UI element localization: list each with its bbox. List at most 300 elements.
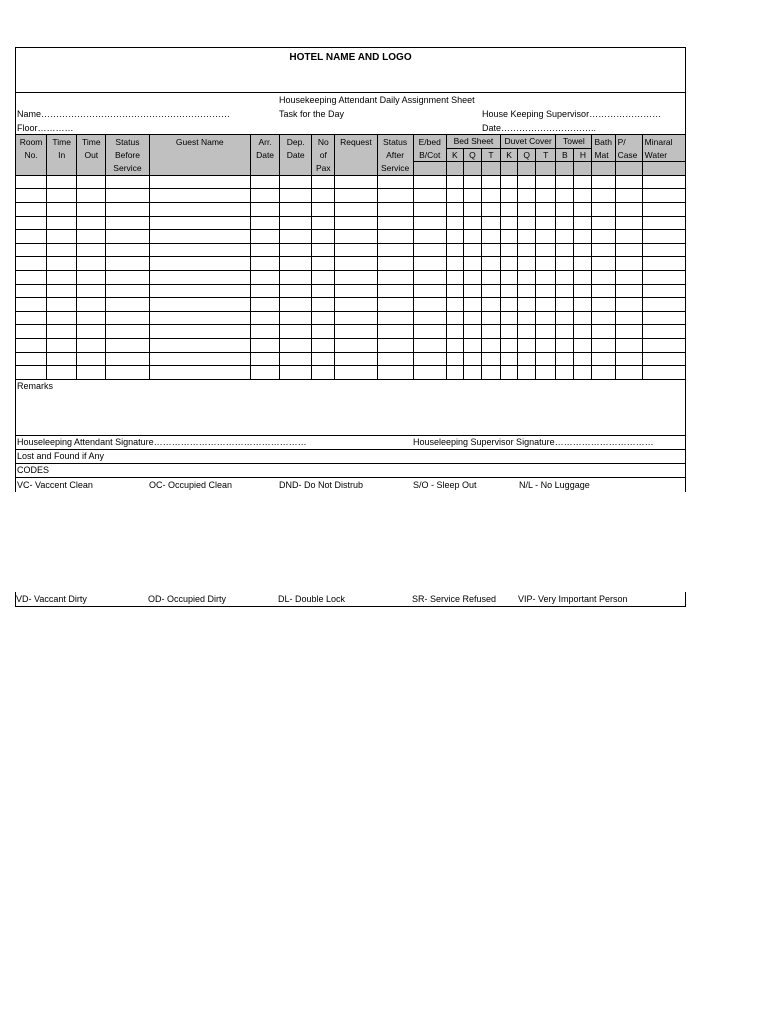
table-cell[interactable] bbox=[280, 189, 312, 203]
table-cell[interactable] bbox=[47, 270, 77, 284]
table-cell[interactable] bbox=[413, 216, 446, 230]
table-cell[interactable] bbox=[536, 284, 556, 298]
table-cell[interactable] bbox=[251, 311, 280, 325]
table-cell[interactable] bbox=[446, 230, 463, 244]
table-cell[interactable] bbox=[615, 230, 642, 244]
table-cell[interactable] bbox=[149, 338, 250, 352]
table-cell[interactable] bbox=[592, 284, 615, 298]
table-cell[interactable] bbox=[536, 202, 556, 216]
table-cell[interactable] bbox=[312, 311, 335, 325]
table-cell[interactable] bbox=[312, 243, 335, 257]
table-cell[interactable] bbox=[149, 366, 250, 380]
table-cell[interactable] bbox=[312, 284, 335, 298]
table-cell[interactable] bbox=[642, 284, 685, 298]
table-cell[interactable] bbox=[377, 352, 413, 366]
table-cell[interactable] bbox=[481, 257, 500, 271]
table-cell[interactable] bbox=[47, 243, 77, 257]
table-cell[interactable] bbox=[106, 257, 149, 271]
table-cell[interactable] bbox=[481, 352, 500, 366]
table-cell[interactable] bbox=[280, 230, 312, 244]
table-cell[interactable] bbox=[518, 338, 536, 352]
table-cell[interactable] bbox=[251, 189, 280, 203]
attendant-signature[interactable]: Houseleeping Attendant Signature…………………………………………… bbox=[17, 436, 307, 447]
table-cell[interactable] bbox=[446, 189, 463, 203]
table-cell[interactable] bbox=[16, 175, 47, 189]
table-cell[interactable] bbox=[377, 284, 413, 298]
table-cell[interactable] bbox=[536, 325, 556, 339]
table-cell[interactable] bbox=[481, 366, 500, 380]
table-cell[interactable] bbox=[592, 270, 615, 284]
table-cell[interactable] bbox=[47, 338, 77, 352]
table-cell[interactable] bbox=[556, 202, 574, 216]
table-cell[interactable] bbox=[77, 230, 106, 244]
table-cell[interactable] bbox=[536, 243, 556, 257]
table-cell[interactable] bbox=[106, 338, 149, 352]
table-cell[interactable] bbox=[501, 338, 518, 352]
table-cell[interactable] bbox=[615, 216, 642, 230]
table-cell[interactable] bbox=[149, 189, 250, 203]
table-cell[interactable] bbox=[642, 298, 685, 312]
table-cell[interactable] bbox=[312, 352, 335, 366]
table-cell[interactable] bbox=[642, 202, 685, 216]
table-cell[interactable] bbox=[556, 257, 574, 271]
table-cell[interactable] bbox=[413, 202, 446, 216]
table-cell[interactable] bbox=[280, 298, 312, 312]
table-cell[interactable] bbox=[615, 325, 642, 339]
table-cell[interactable] bbox=[592, 243, 615, 257]
table-cell[interactable] bbox=[481, 175, 500, 189]
table-cell[interactable] bbox=[47, 230, 77, 244]
table-cell[interactable] bbox=[16, 366, 47, 380]
table-cell[interactable] bbox=[16, 325, 47, 339]
table-cell[interactable] bbox=[77, 311, 106, 325]
table-cell[interactable] bbox=[592, 338, 615, 352]
table-cell[interactable] bbox=[16, 338, 47, 352]
table-cell[interactable] bbox=[47, 352, 77, 366]
table-cell[interactable] bbox=[481, 216, 500, 230]
table-cell[interactable] bbox=[77, 270, 106, 284]
table-cell[interactable] bbox=[518, 325, 536, 339]
table-cell[interactable] bbox=[574, 284, 592, 298]
table-cell[interactable] bbox=[446, 257, 463, 271]
table-cell[interactable] bbox=[251, 366, 280, 380]
table-cell[interactable] bbox=[280, 175, 312, 189]
table-cell[interactable] bbox=[518, 175, 536, 189]
table-cell[interactable] bbox=[413, 257, 446, 271]
table-cell[interactable] bbox=[481, 243, 500, 257]
table-cell[interactable] bbox=[77, 243, 106, 257]
table-cell[interactable] bbox=[335, 311, 377, 325]
table-cell[interactable] bbox=[642, 325, 685, 339]
table-cell[interactable] bbox=[501, 311, 518, 325]
name-field[interactable]: Name……………………………………………………… bbox=[17, 109, 231, 119]
table-cell[interactable] bbox=[556, 366, 574, 380]
table-cell[interactable] bbox=[446, 175, 463, 189]
table-cell[interactable] bbox=[77, 284, 106, 298]
table-cell[interactable] bbox=[556, 284, 574, 298]
table-cell[interactable] bbox=[280, 270, 312, 284]
table-cell[interactable] bbox=[47, 257, 77, 271]
table-cell[interactable] bbox=[615, 175, 642, 189]
table-cell[interactable] bbox=[446, 243, 463, 257]
table-cell[interactable] bbox=[280, 216, 312, 230]
table-cell[interactable] bbox=[77, 298, 106, 312]
table-cell[interactable] bbox=[251, 257, 280, 271]
table-cell[interactable] bbox=[518, 202, 536, 216]
table-cell[interactable] bbox=[574, 352, 592, 366]
table-cell[interactable] bbox=[377, 270, 413, 284]
table-cell[interactable] bbox=[16, 352, 47, 366]
table-cell[interactable] bbox=[413, 270, 446, 284]
table-cell[interactable] bbox=[463, 352, 481, 366]
table-cell[interactable] bbox=[312, 366, 335, 380]
task-field[interactable]: Task for the Day bbox=[279, 109, 345, 119]
table-cell[interactable] bbox=[335, 202, 377, 216]
table-cell[interactable] bbox=[501, 298, 518, 312]
floor-field[interactable]: Floor………… bbox=[17, 123, 74, 133]
table-cell[interactable] bbox=[312, 230, 335, 244]
table-cell[interactable] bbox=[377, 257, 413, 271]
table-cell[interactable] bbox=[413, 243, 446, 257]
table-cell[interactable] bbox=[106, 366, 149, 380]
table-cell[interactable] bbox=[481, 202, 500, 216]
table-cell[interactable] bbox=[536, 352, 556, 366]
table-cell[interactable] bbox=[280, 366, 312, 380]
table-cell[interactable] bbox=[16, 230, 47, 244]
table-cell[interactable] bbox=[592, 175, 615, 189]
table-cell[interactable] bbox=[642, 230, 685, 244]
table-cell[interactable] bbox=[446, 352, 463, 366]
table-cell[interactable] bbox=[518, 311, 536, 325]
table-cell[interactable] bbox=[446, 202, 463, 216]
table-cell[interactable] bbox=[377, 189, 413, 203]
table-cell[interactable] bbox=[556, 189, 574, 203]
table-cell[interactable] bbox=[574, 216, 592, 230]
table-cell[interactable] bbox=[501, 352, 518, 366]
table-cell[interactable] bbox=[77, 325, 106, 339]
table-cell[interactable] bbox=[574, 230, 592, 244]
table-cell[interactable] bbox=[463, 338, 481, 352]
table-cell[interactable] bbox=[446, 298, 463, 312]
table-cell[interactable] bbox=[463, 270, 481, 284]
table-cell[interactable] bbox=[463, 175, 481, 189]
table-cell[interactable] bbox=[615, 366, 642, 380]
table-cell[interactable] bbox=[463, 216, 481, 230]
table-cell[interactable] bbox=[481, 189, 500, 203]
table-cell[interactable] bbox=[16, 202, 47, 216]
table-cell[interactable] bbox=[149, 352, 250, 366]
table-cell[interactable] bbox=[280, 352, 312, 366]
table-cell[interactable] bbox=[642, 366, 685, 380]
table-cell[interactable] bbox=[536, 366, 556, 380]
table-cell[interactable] bbox=[251, 230, 280, 244]
table-cell[interactable] bbox=[149, 325, 250, 339]
table-cell[interactable] bbox=[47, 325, 77, 339]
table-cell[interactable] bbox=[481, 311, 500, 325]
table-cell[interactable] bbox=[106, 325, 149, 339]
table-cell[interactable] bbox=[413, 189, 446, 203]
table-cell[interactable] bbox=[536, 311, 556, 325]
table-cell[interactable] bbox=[518, 270, 536, 284]
table-cell[interactable] bbox=[312, 189, 335, 203]
table-cell[interactable] bbox=[280, 243, 312, 257]
table-cell[interactable] bbox=[615, 298, 642, 312]
table-cell[interactable] bbox=[518, 216, 536, 230]
table-cell[interactable] bbox=[574, 202, 592, 216]
table-cell[interactable] bbox=[47, 175, 77, 189]
table-cell[interactable] bbox=[501, 325, 518, 339]
table-cell[interactable] bbox=[446, 325, 463, 339]
table-cell[interactable] bbox=[106, 311, 149, 325]
table-cell[interactable] bbox=[615, 243, 642, 257]
table-cell[interactable] bbox=[556, 311, 574, 325]
table-cell[interactable] bbox=[106, 216, 149, 230]
table-cell[interactable] bbox=[463, 202, 481, 216]
table-cell[interactable] bbox=[251, 175, 280, 189]
table-cell[interactable] bbox=[592, 257, 615, 271]
table-cell[interactable] bbox=[149, 175, 250, 189]
table-cell[interactable] bbox=[312, 270, 335, 284]
table-cell[interactable] bbox=[16, 257, 47, 271]
table-cell[interactable] bbox=[16, 284, 47, 298]
table-cell[interactable] bbox=[149, 216, 250, 230]
table-cell[interactable] bbox=[501, 189, 518, 203]
table-cell[interactable] bbox=[446, 216, 463, 230]
table-cell[interactable] bbox=[16, 243, 47, 257]
table-cell[interactable] bbox=[47, 284, 77, 298]
table-cell[interactable] bbox=[47, 311, 77, 325]
table-cell[interactable] bbox=[251, 216, 280, 230]
table-cell[interactable] bbox=[536, 175, 556, 189]
table-cell[interactable] bbox=[377, 243, 413, 257]
table-cell[interactable] bbox=[251, 325, 280, 339]
table-cell[interactable] bbox=[16, 270, 47, 284]
table-cell[interactable] bbox=[615, 270, 642, 284]
table-cell[interactable] bbox=[149, 257, 250, 271]
table-cell[interactable] bbox=[106, 298, 149, 312]
table-cell[interactable] bbox=[312, 325, 335, 339]
table-cell[interactable] bbox=[280, 338, 312, 352]
table-cell[interactable] bbox=[574, 243, 592, 257]
table-cell[interactable] bbox=[463, 298, 481, 312]
table-cell[interactable] bbox=[106, 175, 149, 189]
table-cell[interactable] bbox=[280, 325, 312, 339]
table-cell[interactable] bbox=[574, 189, 592, 203]
table-cell[interactable] bbox=[615, 202, 642, 216]
table-cell[interactable] bbox=[463, 284, 481, 298]
table-cell[interactable] bbox=[501, 257, 518, 271]
table-cell[interactable] bbox=[413, 230, 446, 244]
table-cell[interactable] bbox=[481, 298, 500, 312]
table-cell[interactable] bbox=[251, 243, 280, 257]
table-cell[interactable] bbox=[446, 270, 463, 284]
table-cell[interactable] bbox=[556, 216, 574, 230]
table-cell[interactable] bbox=[518, 243, 536, 257]
table-cell[interactable] bbox=[536, 338, 556, 352]
table-cell[interactable] bbox=[312, 175, 335, 189]
table-cell[interactable] bbox=[615, 189, 642, 203]
table-cell[interactable] bbox=[335, 230, 377, 244]
table-cell[interactable] bbox=[592, 311, 615, 325]
table-cell[interactable] bbox=[501, 270, 518, 284]
table-cell[interactable] bbox=[335, 284, 377, 298]
table-cell[interactable] bbox=[106, 243, 149, 257]
table-cell[interactable] bbox=[413, 175, 446, 189]
table-cell[interactable] bbox=[47, 189, 77, 203]
table-cell[interactable] bbox=[446, 366, 463, 380]
table-cell[interactable] bbox=[446, 284, 463, 298]
table-cell[interactable] bbox=[413, 338, 446, 352]
table-cell[interactable] bbox=[536, 257, 556, 271]
table-cell[interactable] bbox=[377, 298, 413, 312]
table-cell[interactable] bbox=[574, 298, 592, 312]
table-cell[interactable] bbox=[518, 352, 536, 366]
table-cell[interactable] bbox=[377, 202, 413, 216]
table-cell[interactable] bbox=[377, 175, 413, 189]
table-cell[interactable] bbox=[335, 175, 377, 189]
table-cell[interactable] bbox=[77, 338, 106, 352]
table-cell[interactable] bbox=[106, 270, 149, 284]
table-cell[interactable] bbox=[518, 284, 536, 298]
table-cell[interactable] bbox=[642, 175, 685, 189]
table-cell[interactable] bbox=[556, 230, 574, 244]
table-cell[interactable] bbox=[16, 189, 47, 203]
table-cell[interactable] bbox=[574, 257, 592, 271]
table-cell[interactable] bbox=[377, 216, 413, 230]
table-cell[interactable] bbox=[501, 175, 518, 189]
table-cell[interactable] bbox=[413, 311, 446, 325]
table-cell[interactable] bbox=[280, 257, 312, 271]
table-cell[interactable] bbox=[463, 243, 481, 257]
table-cell[interactable] bbox=[377, 230, 413, 244]
table-cell[interactable] bbox=[642, 352, 685, 366]
table-cell[interactable] bbox=[592, 366, 615, 380]
table-cell[interactable] bbox=[642, 270, 685, 284]
table-cell[interactable] bbox=[518, 189, 536, 203]
table-cell[interactable] bbox=[592, 325, 615, 339]
table-cell[interactable] bbox=[312, 338, 335, 352]
table-cell[interactable] bbox=[149, 284, 250, 298]
table-cell[interactable] bbox=[463, 230, 481, 244]
table-cell[interactable] bbox=[518, 257, 536, 271]
table-cell[interactable] bbox=[149, 202, 250, 216]
table-cell[interactable] bbox=[501, 243, 518, 257]
table-cell[interactable] bbox=[518, 230, 536, 244]
table-cell[interactable] bbox=[377, 366, 413, 380]
table-cell[interactable] bbox=[501, 230, 518, 244]
table-cell[interactable] bbox=[481, 338, 500, 352]
table-cell[interactable] bbox=[280, 284, 312, 298]
table-cell[interactable] bbox=[251, 202, 280, 216]
table-cell[interactable] bbox=[501, 202, 518, 216]
table-cell[interactable] bbox=[556, 338, 574, 352]
table-cell[interactable] bbox=[536, 230, 556, 244]
table-cell[interactable] bbox=[556, 298, 574, 312]
table-cell[interactable] bbox=[615, 352, 642, 366]
table-cell[interactable] bbox=[642, 311, 685, 325]
table-cell[interactable] bbox=[77, 175, 106, 189]
table-cell[interactable] bbox=[16, 216, 47, 230]
table-cell[interactable] bbox=[446, 311, 463, 325]
table-cell[interactable] bbox=[615, 338, 642, 352]
date-field[interactable]: Date………………………….. bbox=[482, 123, 597, 133]
table-cell[interactable] bbox=[377, 338, 413, 352]
table-cell[interactable] bbox=[501, 366, 518, 380]
table-cell[interactable] bbox=[592, 230, 615, 244]
table-cell[interactable] bbox=[251, 338, 280, 352]
table-cell[interactable] bbox=[413, 298, 446, 312]
supervisor-field[interactable]: House Keeping Supervisor…………………… bbox=[482, 109, 662, 119]
table-cell[interactable] bbox=[592, 202, 615, 216]
table-cell[interactable] bbox=[149, 298, 250, 312]
table-cell[interactable] bbox=[251, 270, 280, 284]
table-cell[interactable] bbox=[413, 366, 446, 380]
table-cell[interactable] bbox=[574, 311, 592, 325]
table-cell[interactable] bbox=[536, 298, 556, 312]
table-cell[interactable] bbox=[335, 270, 377, 284]
table-cell[interactable] bbox=[642, 216, 685, 230]
table-cell[interactable] bbox=[536, 189, 556, 203]
table-cell[interactable] bbox=[251, 284, 280, 298]
table-cell[interactable] bbox=[642, 257, 685, 271]
table-cell[interactable] bbox=[615, 284, 642, 298]
table-cell[interactable] bbox=[312, 298, 335, 312]
table-cell[interactable] bbox=[47, 216, 77, 230]
table-cell[interactable] bbox=[592, 298, 615, 312]
table-cell[interactable] bbox=[413, 325, 446, 339]
table-cell[interactable] bbox=[106, 202, 149, 216]
table-cell[interactable] bbox=[106, 284, 149, 298]
table-cell[interactable] bbox=[106, 189, 149, 203]
table-cell[interactable] bbox=[149, 311, 250, 325]
lost-found-line[interactable] bbox=[15, 450, 686, 464]
table-cell[interactable] bbox=[280, 202, 312, 216]
table-cell[interactable] bbox=[574, 270, 592, 284]
table-cell[interactable] bbox=[335, 338, 377, 352]
table-cell[interactable] bbox=[251, 298, 280, 312]
table-cell[interactable] bbox=[335, 257, 377, 271]
table-cell[interactable] bbox=[642, 243, 685, 257]
table-cell[interactable] bbox=[106, 230, 149, 244]
table-cell[interactable] bbox=[149, 270, 250, 284]
table-cell[interactable] bbox=[77, 257, 106, 271]
table-cell[interactable] bbox=[536, 216, 556, 230]
table-cell[interactable] bbox=[335, 243, 377, 257]
table-cell[interactable] bbox=[16, 311, 47, 325]
table-cell[interactable] bbox=[77, 366, 106, 380]
supervisor-signature[interactable]: Houseleeping Supervisor Signature…………………………… bbox=[413, 436, 654, 447]
table-cell[interactable] bbox=[335, 216, 377, 230]
table-cell[interactable] bbox=[413, 284, 446, 298]
table-cell[interactable] bbox=[556, 175, 574, 189]
table-cell[interactable] bbox=[47, 298, 77, 312]
table-cell[interactable] bbox=[149, 230, 250, 244]
table-cell[interactable] bbox=[251, 352, 280, 366]
table-cell[interactable] bbox=[574, 325, 592, 339]
table-cell[interactable] bbox=[149, 243, 250, 257]
table-cell[interactable] bbox=[615, 257, 642, 271]
table-cell[interactable] bbox=[463, 189, 481, 203]
table-cell[interactable] bbox=[463, 366, 481, 380]
table-cell[interactable] bbox=[335, 189, 377, 203]
table-cell[interactable] bbox=[335, 325, 377, 339]
remarks-box[interactable] bbox=[15, 380, 686, 436]
table-cell[interactable] bbox=[574, 366, 592, 380]
table-cell[interactable] bbox=[574, 338, 592, 352]
table-cell[interactable] bbox=[47, 202, 77, 216]
table-cell[interactable] bbox=[335, 298, 377, 312]
table-cell[interactable] bbox=[77, 352, 106, 366]
